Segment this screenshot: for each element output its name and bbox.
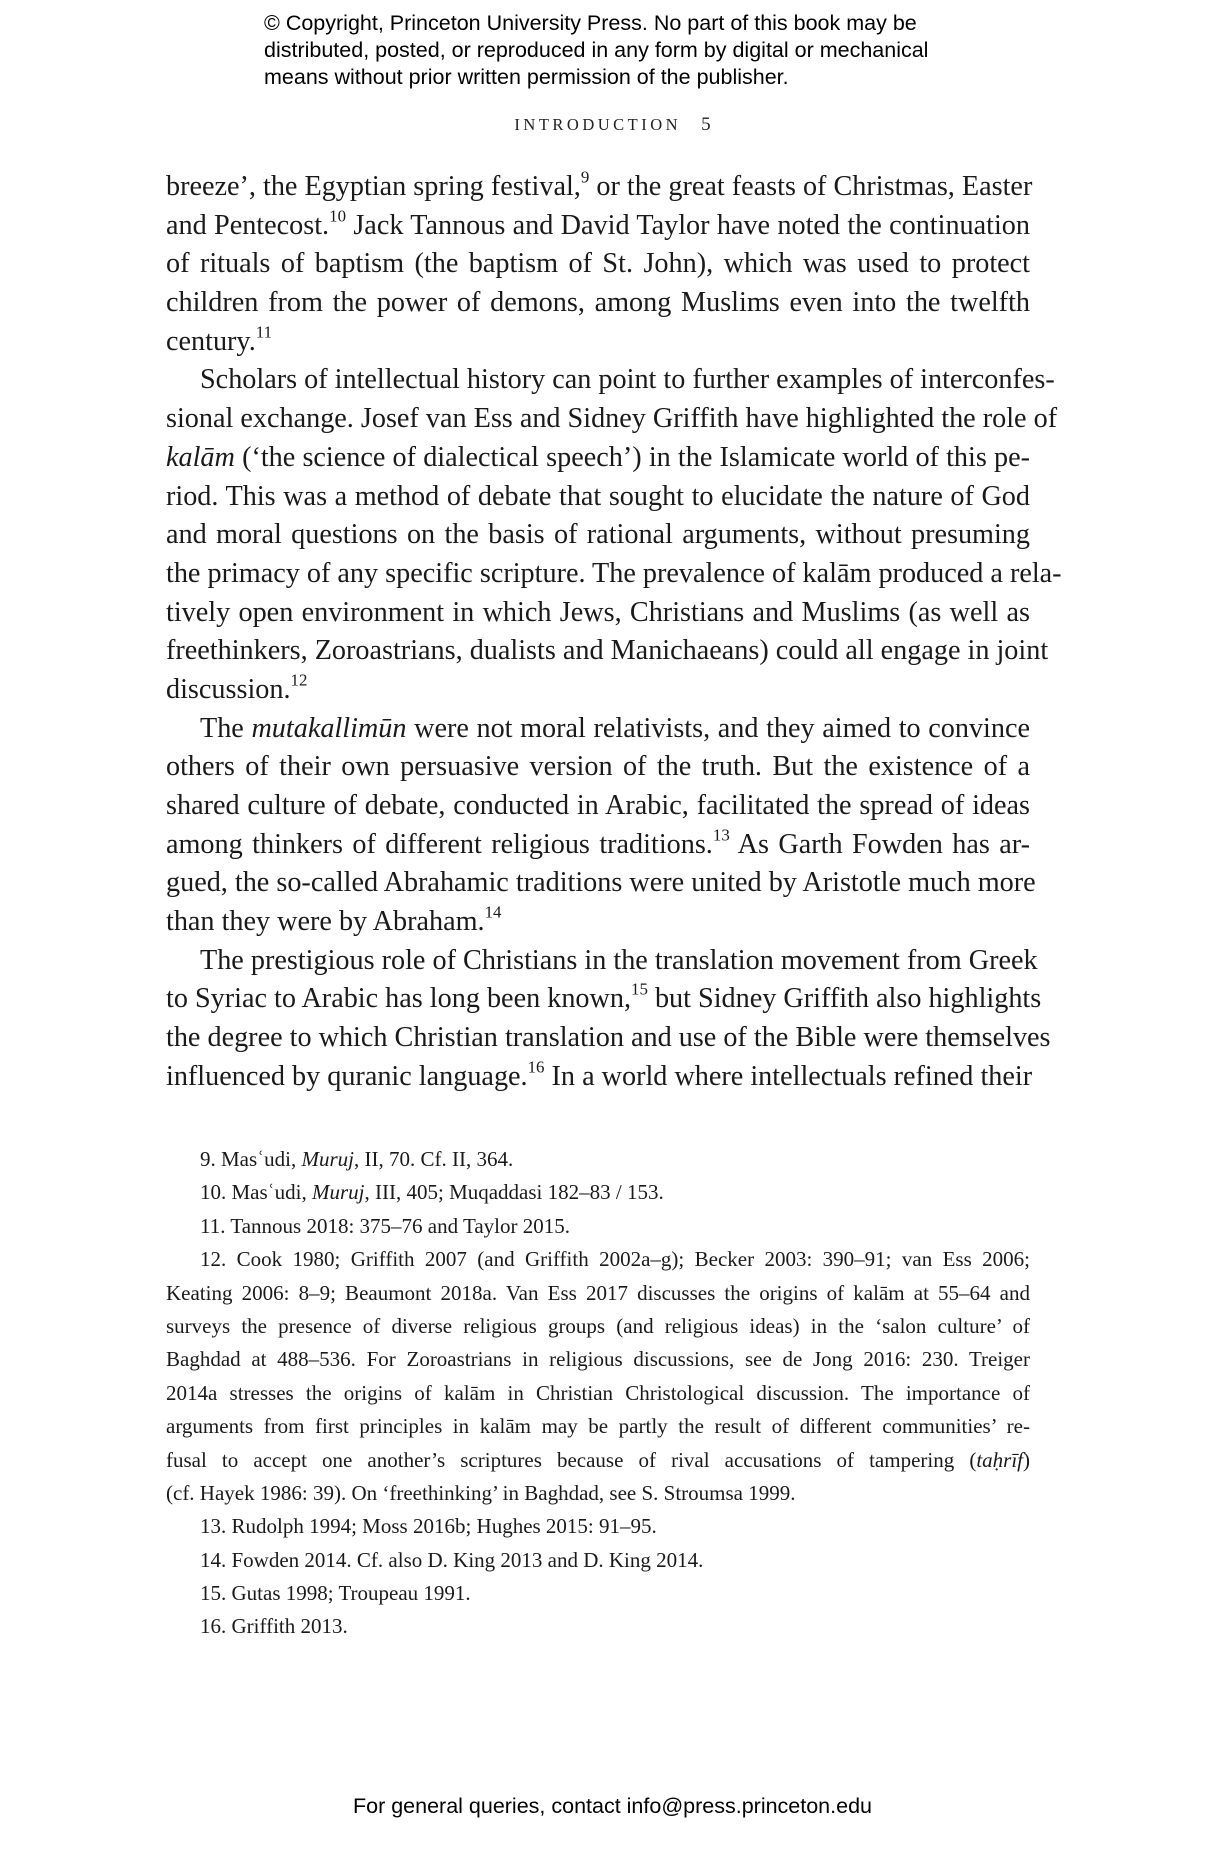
copyright-line: distributed, posted, or reproduced in any form by digital or mechanical (264, 38, 929, 62)
footnote-11: 11. Tannous 2018: 375–76 and Taylor 2015. (200, 1213, 570, 1238)
text-run: breeze’, the Egyptian spring festival, (166, 171, 581, 202)
footnote-9 (166, 1143, 1030, 1176)
footnote-line: (cf. Hayek 1986: 39). On ‘freethinking’ in Baghdad, see S. Stroumsa 1999. (166, 1480, 796, 1505)
running-head-title: INTRODUCTION (514, 115, 682, 134)
text-run: , III, 405; Muqaddasi 182–83 / 153. (364, 1180, 664, 1205)
text-run: influenced by quranic language. (166, 1060, 528, 1092)
footnote-line: surveys the presence of diverse religious groups (and religious ideas) in the ‘salon culture’ of (166, 1313, 1030, 1338)
italic-term: mutakallimūn (251, 712, 407, 744)
footnote-ref[interactable]: 9 (580, 167, 590, 187)
copyright-notice (264, 10, 1024, 91)
text-line (166, 710, 1030, 749)
text-line (166, 439, 1030, 478)
footnote-line: Keating 2006: 8–9; Beaumont 2018a. Van Ess 2017 discusses the origins of kalām at 55–64 and (166, 1280, 1030, 1305)
text-line: freethinkers, Zoroastrians, dualists and Manichaeans) could all engage in joint (166, 635, 1049, 667)
footnote-10 (166, 1176, 1030, 1209)
text-line: tively open environment in which Jews, Christians and Muslims (as well as (166, 596, 1030, 628)
footnote-ref[interactable]: 12 (290, 670, 308, 690)
text-run: (‘the science of dialectical speech’) in the Islamicate world of this pe- (234, 441, 1030, 473)
paragraph (166, 361, 1062, 709)
text-run: but Sidney Griffith also highlights (647, 983, 1042, 1015)
copyright-line: © Copyright, Princeton University Press. No part of this book may be (264, 11, 917, 35)
footnote-13: 13. Rudolph 1994; Moss 2016b; Hughes 2015: 91–95. (200, 1514, 657, 1539)
text-run: to Syriac to Arabic has long been known, (166, 983, 631, 1015)
text-run: than they were by Abraham. (166, 906, 485, 938)
text-line: the degree to which Christian translation and use of the Bible were themselves (166, 1022, 1051, 1054)
page-number: 5 (701, 114, 711, 135)
footnote-ref[interactable]: 13 (712, 825, 730, 844)
footnote-ref[interactable]: 10 (329, 206, 347, 225)
text-line (166, 207, 1030, 246)
text-run: Jack Tannous and David Taylor have noted the continuation (346, 209, 1030, 241)
footnote-ref[interactable]: 15 (631, 979, 648, 999)
text-line (166, 826, 1030, 865)
text-run: and Pentecost. (166, 209, 330, 241)
text-run: fusal to accept one another’s scriptures because of rival accusations of tampering ( (166, 1447, 977, 1472)
footnote-line: 12. Cook 1980; Griffith 2007 (and Griffith 2002a–g); Becker 2003: 390–91; van Ess 2006; (200, 1247, 1030, 1272)
footnote-16: 16. Griffith 2013. (200, 1614, 348, 1639)
footnote-line: 2014a stresses the origins of kalām in Christian Christological discussion. The importance of (166, 1380, 1030, 1405)
text-line: Scholars of intellectual history can point to further examples of interconfes- (200, 364, 1055, 396)
text-line (166, 903, 1030, 942)
footnotes (166, 1143, 1030, 1644)
text-run: discussion. (166, 673, 291, 705)
paragraph (166, 710, 1036, 942)
text-run: or the great feasts of Christmas, Easter (589, 171, 1033, 202)
italic-term: kalām (166, 441, 235, 473)
text-run: 10. Masʿudi, (200, 1180, 312, 1205)
text-run: In a world where intellectuals refined their (544, 1060, 1033, 1092)
italic-term: Muruj (312, 1180, 365, 1205)
text-run: The (200, 712, 252, 744)
footnote-line: Baghdad at 488–536. For Zoroastrians in religious discussions, see de Jong 2016: 230. Treiger (166, 1347, 1030, 1372)
copyright-line: means without prior written permission of the publisher. (264, 65, 789, 89)
text-run: among thinkers of different religious traditions. (166, 828, 713, 860)
text-line: shared culture of debate, conducted in Arabic, facilitated the spread of ideas (166, 790, 1030, 821)
footnote-ref[interactable]: 16 (527, 1057, 545, 1077)
text-line: sional exchange. Josef van Ess and Sidney Griffith have highlighted the role of (166, 403, 1058, 435)
footnote-line (166, 1444, 1030, 1477)
text-run: ) (1023, 1447, 1030, 1472)
text-line (166, 167, 1033, 207)
text-line: and moral questions on the basis of rational arguments, without presuming (166, 519, 1030, 551)
footnote-14: 14. Fowden 2014. Cf. also D. King 2013 and D. King 2014. (200, 1547, 704, 1572)
italic-term: taḥrīf (976, 1447, 1023, 1472)
text-run: As Garth Fowden has ar- (729, 828, 1030, 860)
text-line (166, 979, 1042, 1019)
text-line (166, 1057, 1033, 1097)
text-line (166, 671, 1030, 710)
footnote-15: 15. Gutas 1998; Troupeau 1991. (200, 1581, 471, 1606)
main-text (166, 167, 1062, 1097)
running-head (0, 114, 1225, 136)
text-run: , II, 70. Cf. II, 364. (354, 1147, 514, 1171)
paragraph (166, 942, 1051, 1097)
text-line: gued, the so-called Abrahamic traditions were united by Aristotle much more (166, 867, 1036, 899)
text-line: the primacy of any specific scripture. The prevalence of kalām produced a rela- (166, 557, 1062, 589)
text-line: of rituals of baptism (the baptism of St. John), which was used to protect (166, 248, 1030, 280)
text-line (166, 323, 1030, 362)
text-line: others of their own persuasive version of the truth. But the existence of a (166, 751, 1030, 783)
text-run: were not moral relativists, and they aimed to convince (406, 712, 1030, 744)
footnote-ref[interactable]: 11 (255, 322, 273, 342)
paragraph (166, 167, 1033, 361)
text-run: 9. Masʿudi, (200, 1147, 302, 1171)
text-run: century. (166, 325, 256, 357)
text-line: The prestigious role of Christians in the translation movement from Greek (200, 944, 1038, 976)
footnote-line: arguments from first principles in kalām may be partly the result of different communities’ re- (166, 1414, 1030, 1439)
footnote-ref[interactable]: 14 (484, 902, 502, 922)
text-line: children from the power of demons, among Muslims even into the twelfth (166, 287, 1030, 319)
footer-contact: For general queries, contact info@press.princeton.edu (352, 1794, 872, 1818)
footnote-12 (166, 1243, 1030, 1510)
text-line: riod. This was a method of debate that sought to elucidate the nature of God (166, 480, 1030, 512)
italic-term: Muruj (301, 1147, 354, 1171)
